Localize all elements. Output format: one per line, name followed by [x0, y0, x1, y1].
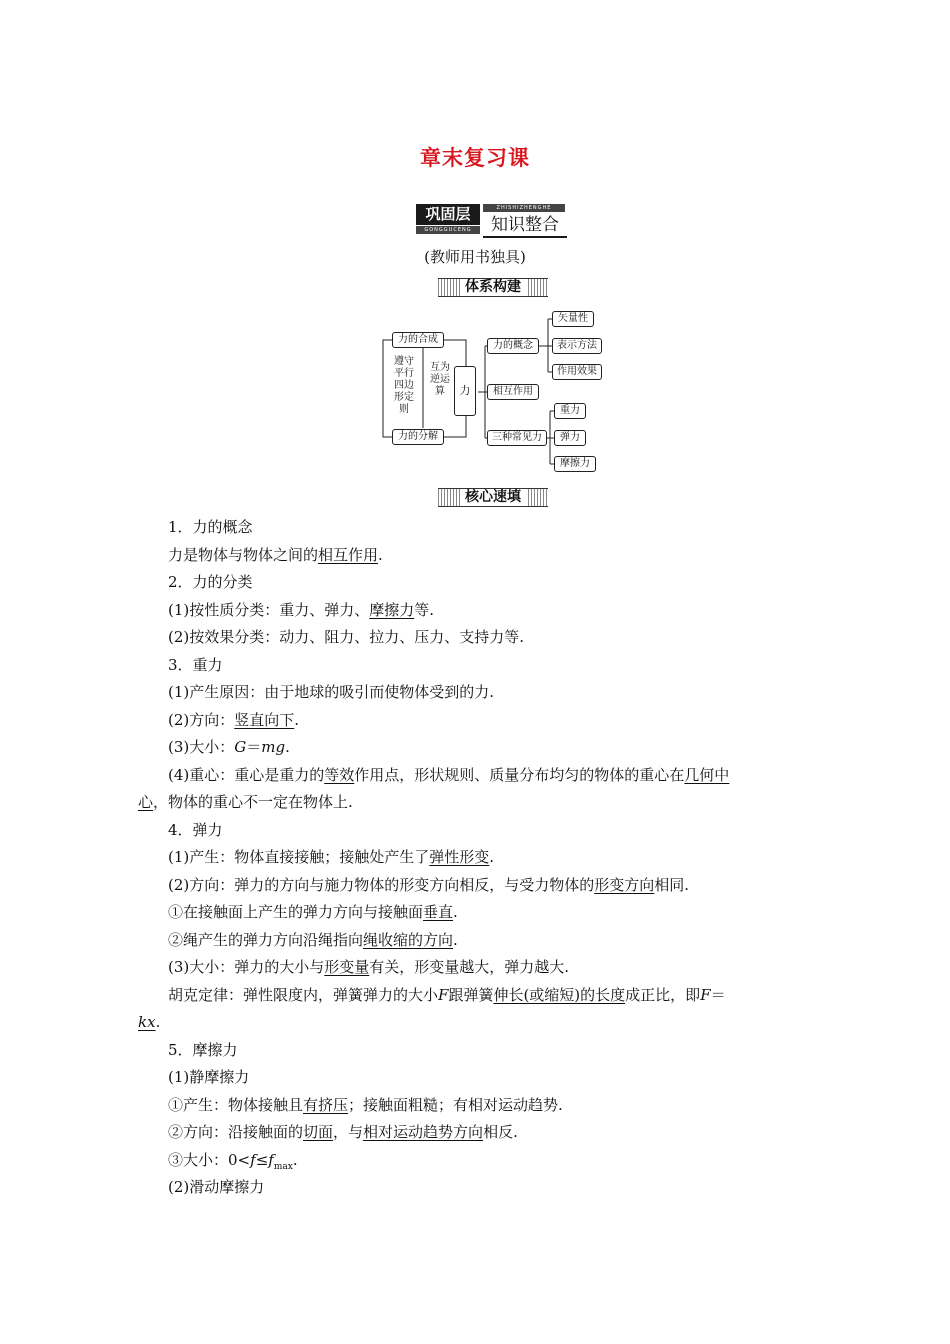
text-line [138, 597, 808, 625]
text-line [138, 1037, 808, 1065]
text: ②方向：沿接触面的 [168, 1123, 304, 1141]
node-effect: 作用效果 [552, 364, 602, 380]
text: . [292, 1150, 298, 1169]
blank-answer: 竖直向下 [234, 710, 295, 729]
text: ②绳产生的弹力方向沿绳指向 [168, 930, 364, 949]
page-title: 章末复习课 [420, 146, 530, 170]
node-interaction: 相互作用 [487, 384, 539, 400]
text-line [138, 899, 808, 927]
text: (1)按性质分类：重力、弹力、 [168, 600, 370, 619]
text: (1)产生：物体直接接触；接触处产生了 [168, 848, 430, 866]
text-line [138, 542, 808, 570]
banner-note: (教师用书独具) [424, 248, 526, 266]
math-var: f [250, 1150, 256, 1169]
math-var: f [268, 1150, 274, 1169]
blank-answer: 形变量 [324, 958, 370, 976]
node-vector: 矢量性 [552, 311, 594, 327]
text-line [138, 954, 808, 982]
blank-answer: 心 [138, 793, 154, 811]
math-var: mg [261, 738, 286, 756]
node-force-decomposition: 力的分解 [392, 429, 444, 445]
heading-friction: 5．摩擦力 [168, 1040, 238, 1059]
text: (1)产生原因：由于地球的吸引而使物体受到的力. [168, 683, 495, 701]
text: 跟弹簧 [448, 985, 494, 1004]
banner-left-pinyin: GONGGUCENG [416, 226, 480, 234]
text: (1)静摩擦力 [168, 1068, 250, 1086]
text: ，与 [333, 1123, 364, 1141]
text-line [138, 1009, 808, 1037]
heading-elastic: 4．弹力 [168, 820, 223, 839]
node-friction: 摩擦力 [554, 456, 596, 472]
text: . [489, 848, 495, 866]
blank-answer: 相对运动趋势方向 [363, 1123, 484, 1141]
text: . [285, 738, 290, 756]
blank-answer: 垂直 [423, 903, 454, 921]
node-elastic: 弹力 [554, 430, 586, 446]
text-line [138, 679, 808, 707]
node-gravity: 重力 [554, 403, 586, 419]
text: ③大小：0< [168, 1150, 251, 1169]
text-line [138, 734, 808, 762]
blank-answer: 摩擦力 [369, 600, 415, 619]
blank-answer: 伸长(或缩短)的长度 [493, 985, 626, 1004]
text-line [138, 652, 808, 680]
blank-answer: 形变方向 [594, 875, 655, 894]
node-parallelogram-rule: 遵守平行四边形定则 [394, 356, 414, 415]
text-line [138, 817, 808, 845]
text-line [138, 1174, 808, 1202]
text-line [138, 1092, 808, 1120]
subhead-core-label: 核心速填 [460, 489, 526, 506]
body-text [138, 514, 808, 1202]
text-line [138, 1147, 808, 1175]
text: . [155, 1013, 161, 1031]
heading-force-classification: 2．力的分类 [168, 573, 253, 591]
text: (2)方向：弹力的方向与施力物体的形变方向相反，与受力物体的 [168, 875, 595, 894]
text-line [138, 872, 808, 900]
text: 相反. [483, 1123, 518, 1141]
text-line [138, 1064, 808, 1092]
text: ＝ [246, 738, 262, 756]
text: 有关，形变量越大，弹力越大. [369, 958, 570, 976]
blank-answer: 等效 [324, 765, 355, 784]
text: (3)大小：弹力的大小与 [168, 958, 325, 976]
text: (2)方向： [168, 710, 235, 729]
text: . [378, 545, 383, 564]
node-inverse-operation: 互为逆运算 [430, 362, 450, 397]
text-line [138, 569, 808, 597]
blank-answer: 切面 [303, 1123, 334, 1141]
text-line [138, 982, 808, 1010]
node-force-concept: 力的概念 [487, 338, 539, 354]
text: ＝ [710, 985, 726, 1004]
text: ≤ [255, 1150, 269, 1169]
node-representation: 表示方法 [552, 338, 602, 354]
section-banner [416, 202, 568, 238]
math-subscript: max [273, 1161, 293, 1172]
text-line [138, 762, 808, 790]
math-var: F [438, 985, 449, 1004]
text: ①在接触面上产生的弹力方向与接触面 [168, 903, 424, 921]
blank-answer: 相互作用 [318, 545, 379, 564]
heading-gravity: 3．重力 [168, 655, 223, 674]
text: 作用点，形状规则、质量分布均匀的物体的重心在 [354, 765, 685, 784]
text: . [294, 710, 300, 729]
subhead-system [438, 278, 548, 297]
math-var: G [234, 738, 247, 756]
text: ，物体的重心不一定在物体上. [153, 793, 353, 811]
blank-answer: 有挤压 [303, 1095, 349, 1114]
text: (3)大小： [168, 738, 235, 756]
blank-answer: kx [138, 1013, 156, 1031]
text-line [138, 927, 808, 955]
text: . [453, 903, 458, 921]
text: (4)重心：重心是重力的 [168, 765, 325, 784]
banner-right-pinyin: ZHISHIZHENGHE [483, 204, 565, 212]
text-line [138, 1119, 808, 1147]
text: ①产生：物体接触且 [168, 1095, 304, 1114]
banner-left-label: 巩固层 [416, 204, 480, 225]
text: 相同. [654, 875, 690, 894]
text: ；接触面粗糙；有相对运动趋势. [348, 1095, 563, 1114]
banner-right-label: 知识整合 [483, 214, 567, 238]
text: 胡克定律：弹性限度内，弹簧弹力的大小 [168, 985, 439, 1004]
text: 等. [414, 600, 435, 619]
text: 力是物体与物体之间的 [168, 545, 319, 564]
concept-diagram [378, 306, 608, 478]
text-line [138, 514, 808, 542]
text: . [453, 930, 458, 949]
text-line [138, 789, 808, 817]
subhead-system-label: 体系构建 [460, 279, 526, 296]
heading-force-concept: 1．力的概念 [168, 518, 253, 536]
text: 成正比，即 [625, 985, 701, 1004]
node-force-composition: 力的合成 [392, 332, 444, 348]
text: (2)滑动摩擦力 [168, 1178, 265, 1196]
text: (2)按效果分类：动力、阻力、拉力、压力、支持力等. [168, 628, 525, 646]
blank-answer: 弹性形变 [429, 848, 490, 866]
math-var: F [700, 985, 711, 1004]
text-line [138, 844, 808, 872]
text-line [138, 707, 808, 735]
subhead-core [438, 488, 548, 507]
node-force: 力 [454, 366, 476, 416]
blank-answer: 绳收缩的方向 [363, 930, 454, 949]
node-three-forces: 三种常见力 [487, 430, 547, 446]
blank-answer: 几何中 [684, 765, 730, 784]
text-line [138, 624, 808, 652]
